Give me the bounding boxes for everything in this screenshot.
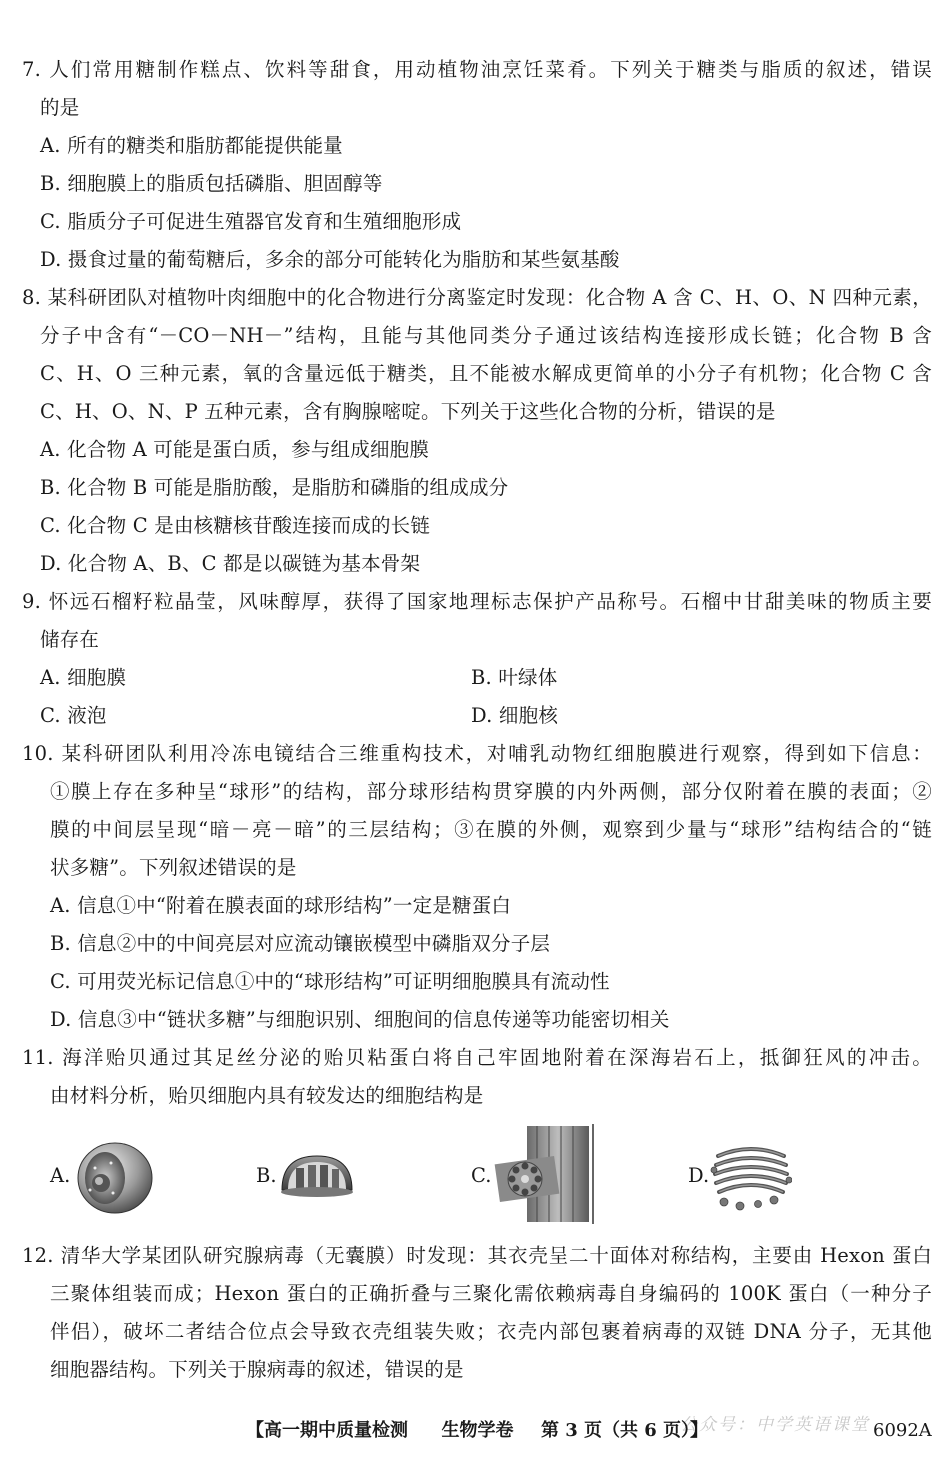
q7-stem-line1: 7. 人们常用糖制作糕点、饮料等甜食，用动植物油烹饪菜肴。下列关于糖类与脂质的叙述，错误 (22, 58, 932, 81)
q11-option-a-label: A. (50, 1164, 71, 1187)
q8-option-d: D. 化合物 A、B、C 都是以碳链为基本骨架 (40, 552, 421, 575)
q10-option-d: D. 信息③中“链状多糖”与细胞识别、细胞间的信息传递等功能密切相关 (50, 1008, 670, 1031)
q8-stem-line2: 分子中含有“－CO－NH－”结构，且能与其他同类分子通过该结构连接形成长链；化合物 B 含 (40, 324, 932, 347)
mitochondrion-illustration (278, 1150, 356, 1204)
q9-option-b: B. 叶绿体 (471, 666, 558, 689)
footer-exam-title: 【高一期中质量检测 (246, 1420, 408, 1441)
q12-stem-line3: 伴侣），破坏二者结合位点会导致衣壳组装失败；衣壳内部包裹着病毒的双链 DNA 分子，无其他 (50, 1320, 932, 1343)
footer-page-number: 第 3 页（共 6 页）】 (540, 1420, 709, 1441)
q7-option-a: A. 所有的糖类和脂肪都能提供能量 (40, 134, 343, 157)
footer-subject: 生物学卷 (441, 1420, 514, 1441)
q7-option-b: B. 细胞膜上的脂质包括磷脂、胆固醇等 (40, 172, 383, 195)
q10-stem-line4: 状多糖”。下列叙述错误的是 (50, 856, 297, 879)
q11-stem-line1: 11. 海洋贻贝通过其足丝分泌的贻贝粘蛋白将自己牢固地附着在深海岩石上，抵御狂风的冲击。 (22, 1046, 932, 1069)
q8-option-b: B. 化合物 B 可能是脂肪酸，是脂肪和磷脂的组成成分 (40, 476, 509, 499)
q10-option-c: C. 可用荧光标记信息①中的“球形结构”可证明细胞膜具有流动性 (50, 970, 610, 993)
q11-option-b-label: B. (256, 1164, 277, 1187)
q11-option-c-label: C. (471, 1164, 492, 1187)
q12-stem-line1: 12. 清华大学某团队研究腺病毒（无囊膜）时发现：其衣壳呈二十面体对称结构，主要由 Hexon 蛋白 (22, 1244, 932, 1267)
q7-stem-line2: 的是 (40, 96, 80, 119)
q10-option-b: B. 信息②中的中间亮层对应流动镶嵌模型中磷脂双分子层 (50, 932, 551, 955)
footer-paper-code: 6092A (873, 1420, 932, 1441)
q11-stem-line2: 由材料分析，贻贝细胞内具有较发达的细胞结构是 (50, 1084, 484, 1107)
nucleus-illustration (75, 1138, 155, 1222)
q9-option-a: A. 细胞膜 (40, 666, 127, 689)
q10-stem-line2: ①膜上存在多种呈“球形”的结构，部分球形结构贯穿膜的内外两侧，部分仅附着在膜的表面；② (50, 780, 932, 803)
q8-stem-line4: C、H、O、N、P 五种元素，含有胸腺嘧啶。下列关于这些化合物的分析，错误的是 (40, 400, 776, 423)
q7-option-d: D. 摄食过量的葡萄糖后，多余的部分可能转化为脂肪和某些氨基酸 (40, 248, 620, 271)
q11-option-d-label: D. (688, 1164, 710, 1187)
page-footer (246, 1418, 708, 1444)
q10-option-a: A. 信息①中“附着在膜表面的球形结构”一定是糖蛋白 (50, 894, 512, 917)
centriole-illustration (493, 1122, 601, 1230)
q9-option-c: C. 液泡 (40, 704, 107, 727)
q10-stem-line1: 10. 某科研团队利用冷冻电镜结合三维重构技术，对哺乳动物红细胞膜进行观察，得到如下信息： (22, 742, 932, 765)
watermark-text: 公众号：中学英语课堂 (680, 1415, 870, 1435)
q7-option-c: C. 脂质分子可促进生殖器官发育和生殖细胞形成 (40, 210, 462, 233)
q10-stem-line3: 膜的中间层呈现“暗－亮－暗”的三层结构；③在膜的外侧，观察到少量与“球形”结构结合的“链 (50, 818, 932, 841)
q8-stem-line3: C、H、O 三种元素，氧的含量远低于糖类，且不能被水解成更简单的小分子有机物；化合物 C 含 (40, 362, 932, 385)
q8-option-a: A. 化合物 A 可能是蛋白质，参与组成细胞膜 (40, 438, 430, 461)
q8-option-c: C. 化合物 C 是由核糖核苷酸连接而成的长链 (40, 514, 431, 537)
q12-stem-line2: 三聚体组装而成；Hexon 蛋白的正确折叠与三聚化需依赖病毒自身编码的 100K 蛋白（一种分子 (50, 1282, 932, 1305)
q8-stem-line1: 8. 某科研团队对植物叶肉细胞中的化合物进行分离鉴定时发现：化合物 A 含 C、H、O、N 四种元素， (22, 286, 932, 309)
q9-stem-line2: 储存在 (40, 628, 100, 651)
q12-stem-line4: 细胞器结构。下列关于腺病毒的叙述，错误的是 (50, 1358, 464, 1381)
q9-stem-line1: 9. 怀远石榴籽粒晶莹，风味醇厚，获得了国家地理标志保护产品称号。石榴中甘甜美味的物质主要 (22, 590, 932, 613)
q9-option-d: D. 细胞核 (471, 704, 559, 727)
golgi-apparatus-illustration (710, 1140, 792, 1220)
